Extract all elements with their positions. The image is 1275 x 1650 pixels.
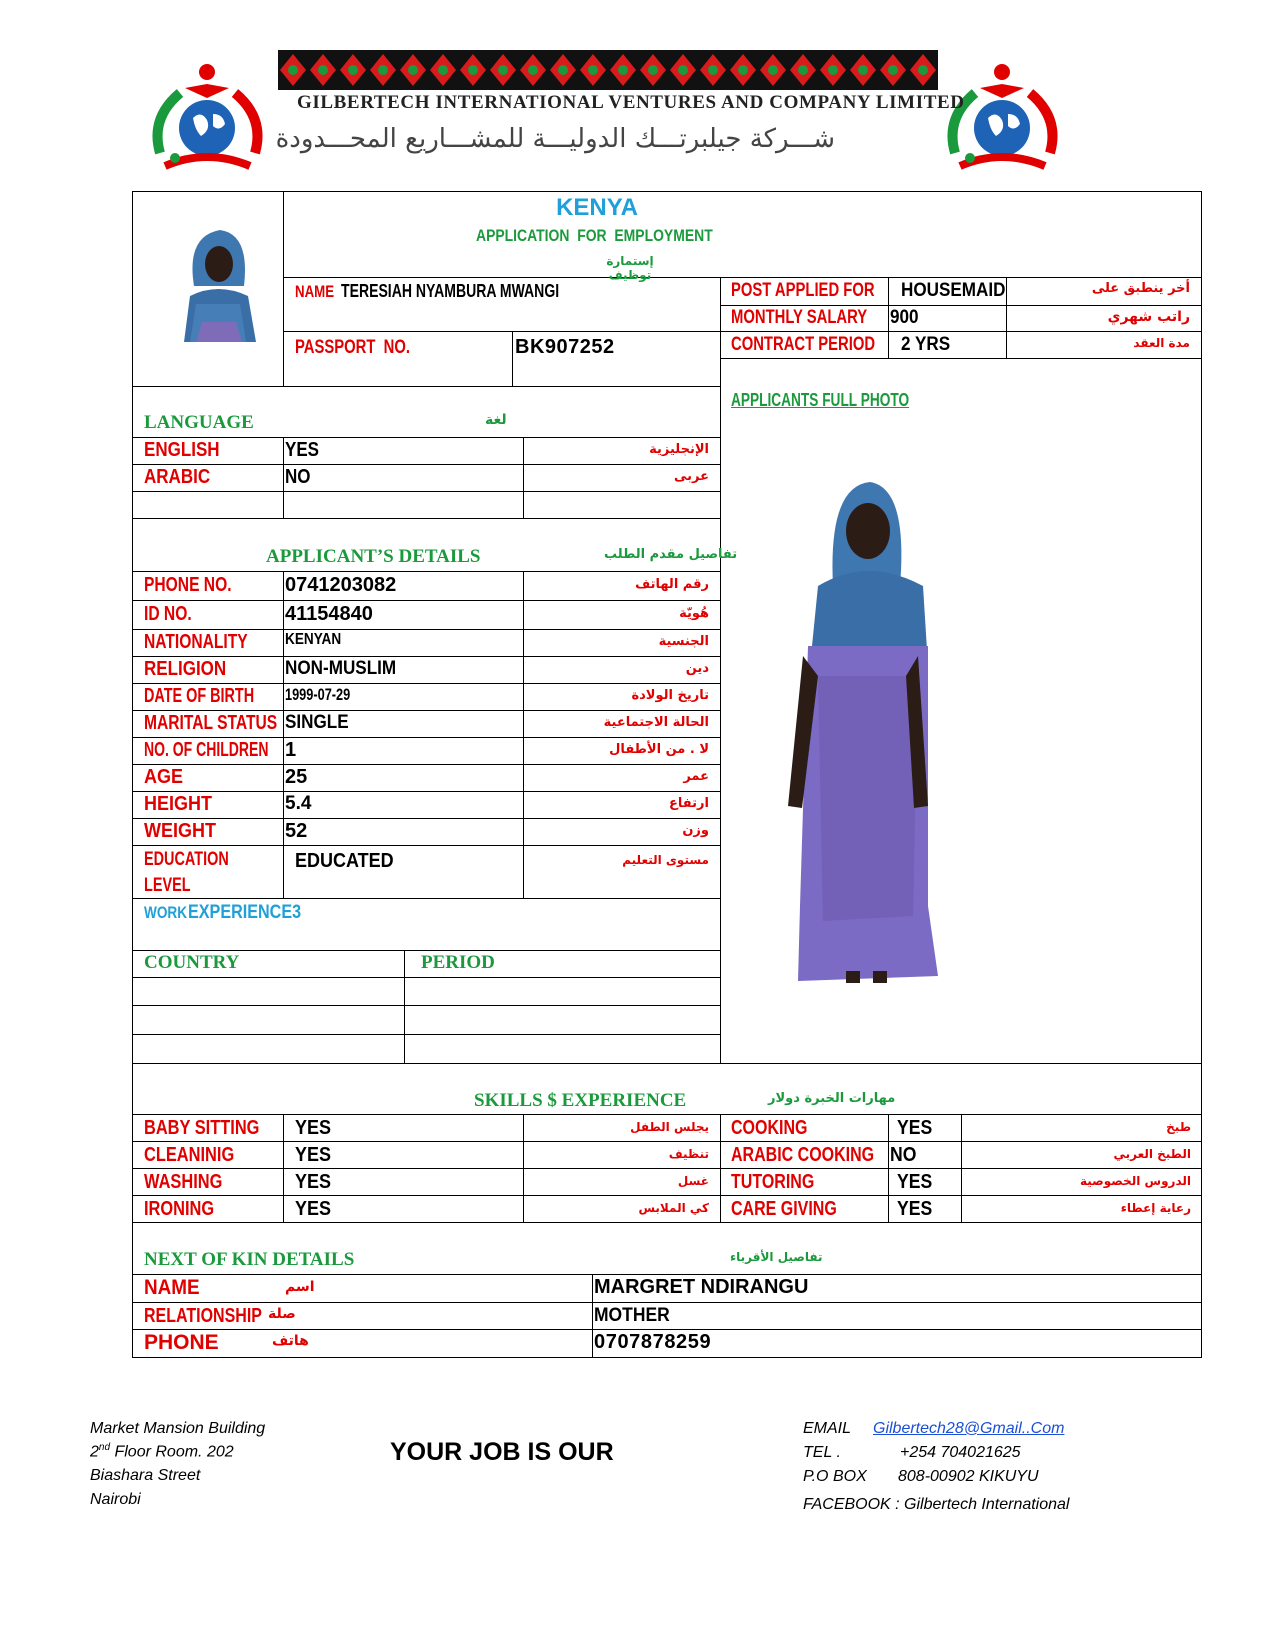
pattern-dot (828, 65, 838, 75)
address-line-2 (90, 1442, 234, 1461)
skill-value: YES (295, 1198, 332, 1220)
skill-value: YES (295, 1144, 332, 1166)
company-name-en: GILBERTECH INTERNATIONAL VENTURES AND COMPANY LIMITED (297, 92, 965, 113)
skill-label: WASHING (144, 1171, 223, 1193)
language-value: YES (285, 439, 320, 461)
pattern-dot (438, 65, 448, 75)
pattern-dot (738, 65, 748, 75)
monthly-salary-ar: راتب شهري (1107, 309, 1190, 325)
pattern-dot (678, 65, 688, 75)
address-floor-room: Floor Room. 202 (110, 1443, 234, 1461)
monthly-salary-value: 900 (890, 307, 919, 328)
email-label: EMAIL (803, 1420, 852, 1437)
full-photo-label: APPLICANTS FULL PHOTO (731, 390, 910, 410)
address-line-4: Nairobi (90, 1491, 141, 1508)
pattern-dot (288, 65, 298, 75)
kin-heading: NEXT OF KIN DETAILS (144, 1249, 355, 1270)
details-ar: عمر (683, 769, 709, 784)
contract-period-ar: مدة العقد (1133, 336, 1190, 350)
details-ar: رقم الهاتف (635, 577, 709, 592)
address-line-3: Biashara Street (90, 1467, 201, 1484)
skill-ar: كي الملابس (638, 1201, 709, 1215)
work-heading (144, 902, 321, 924)
details-ar: ارتفاع (669, 796, 709, 811)
work-heading-b: EXPERIENCE3 (188, 902, 302, 923)
email-link[interactable]: Gilbertech28@Gmail..Com (873, 1420, 1065, 1437)
pobox-value: 808-00902 KIKUYU (898, 1468, 1039, 1485)
applicant-portrait-photo (176, 226, 260, 342)
skill-label: CLEANINIG (144, 1144, 235, 1166)
details-ar: الجنسية (658, 634, 709, 649)
pattern-dot (498, 65, 508, 75)
education-value: EDUCATED (295, 850, 394, 872)
post-applied-label: POST APPLIED FOR (731, 280, 875, 301)
form-title-ar: إستمارة توظيف (606, 254, 654, 282)
pattern-dot (588, 65, 598, 75)
kin-label-ar: اسم (285, 1279, 315, 1295)
details-label: MARITAL STATUS (144, 712, 278, 734)
education-label-2: LEVEL (144, 875, 191, 896)
tel-label: TEL . (803, 1444, 841, 1461)
facebook-text: FACEBOOK : Gilbertech International (803, 1496, 1070, 1513)
details-ar: هُويّة (679, 606, 709, 621)
details-label: PHONE NO. (144, 574, 232, 596)
skills-heading: SKILLS $ EXPERIENCE (474, 1090, 687, 1111)
details-value: 52 (285, 820, 308, 842)
kin-value: 0707878259 (594, 1331, 712, 1353)
kin-heading-ar: تفاصيل الأقرباء (730, 1250, 823, 1264)
language-value: NO (285, 466, 311, 488)
pattern-dot (918, 65, 928, 75)
skill-value: YES (897, 1171, 933, 1193)
pattern-dot (888, 65, 898, 75)
details-ar: تاريخ الولادة (631, 688, 709, 703)
details-label: AGE (144, 766, 184, 788)
details-value: 0741203082 (285, 574, 397, 596)
pattern-dot (558, 65, 568, 75)
pattern-dot (528, 65, 538, 75)
pobox-label: P.O BOX (803, 1468, 867, 1485)
pattern-dot (468, 65, 478, 75)
details-value: 1999-07-29 (285, 685, 351, 704)
kin-label: RELATIONSHIP (144, 1305, 262, 1327)
details-ar: الحالة الاجتماعية (603, 715, 709, 730)
education-ar: مستوى التعليم (622, 853, 709, 867)
contract-period-label: CONTRACT PERIOD (731, 334, 876, 355)
name-label: NAME (295, 282, 335, 301)
details-ar: لا . من الأطفال (609, 742, 709, 757)
monthly-salary-label: MONTHLY SALARY (731, 307, 868, 328)
skill-ar: يجلس الطفل (630, 1120, 709, 1134)
post-applied-ar: أخر ينطبق على (1091, 281, 1190, 296)
decorative-pattern-band (278, 50, 938, 90)
details-label: ID NO. (144, 603, 192, 625)
pattern-dot (858, 65, 868, 75)
language-heading: LANGUAGE (144, 412, 254, 433)
details-label: HEIGHT (144, 793, 213, 815)
details-ar: وزن (682, 823, 709, 838)
passport-label: PASSPORT NO. (295, 337, 411, 358)
details-value: 5.4 (285, 793, 312, 814)
period-column-header: PERIOD (421, 952, 495, 973)
form-title: APPLICATION FOR EMPLOYMENT (476, 226, 713, 245)
details-value: SINGLE (285, 712, 349, 733)
skill-ar: طبخ (1166, 1120, 1191, 1134)
language-label: ARABIC (144, 466, 211, 488)
address-floor-suffix: nd (98, 1442, 111, 1453)
skills-heading-ar: مهارات الخبرة دولار (768, 1091, 896, 1106)
passport-value: BK907252 (515, 336, 615, 358)
skill-value: YES (295, 1171, 332, 1193)
kin-label-ar: صلة (268, 1306, 296, 1322)
skill-value: YES (897, 1117, 933, 1139)
details-value: KENYAN (285, 631, 342, 648)
skill-ar: رعاية إعطاء (1120, 1201, 1191, 1215)
skill-label: COOKING (731, 1117, 808, 1139)
footer-slogan: YOUR JOB IS OUR (390, 1438, 614, 1466)
skill-label: CARE GIVING (731, 1198, 837, 1220)
skill-ar: الدروس الخصوصية (1079, 1174, 1191, 1188)
kin-value: MOTHER (594, 1305, 670, 1326)
post-applied-value: HOUSEMAID (901, 280, 1006, 301)
pattern-dot (408, 65, 418, 75)
skill-value: YES (295, 1117, 332, 1139)
pattern-dot (708, 65, 718, 75)
language-ar: عربى (673, 469, 709, 484)
details-label: NATIONALITY (144, 631, 248, 653)
kin-label: NAME (144, 1276, 200, 1299)
skill-ar: تنظيف (668, 1147, 709, 1161)
details-heading-ar: تفاصيل مقدم الطلب (604, 547, 738, 562)
work-heading-a: WORK (144, 903, 188, 922)
education-label-1: EDUCATION (144, 849, 229, 870)
details-label: WEIGHT (144, 820, 216, 842)
kin-label: PHONE (144, 1331, 219, 1354)
pattern-dot (618, 65, 628, 75)
address-floor-number: 2 (90, 1443, 99, 1461)
contract-period-value: 2 YRS (901, 334, 951, 355)
details-value: 1 (285, 739, 297, 761)
skill-value: NO (890, 1144, 917, 1166)
country-title: KENYA (556, 194, 638, 221)
tel-value: +254 704021625 (900, 1444, 1021, 1461)
details-heading: APPLICANT’S DETAILS (266, 546, 481, 567)
details-label: DATE OF BIRTH (144, 685, 255, 707)
language-label: ENGLISH (144, 439, 220, 461)
details-label: NO. OF CHILDREN (144, 739, 269, 761)
details-label: RELIGION (144, 658, 227, 680)
skill-ar: غسل (677, 1174, 709, 1188)
logo-left (145, 58, 270, 173)
language-heading-ar: لغة (485, 412, 507, 428)
details-value: 41154840 (285, 603, 373, 625)
pattern-dot (768, 65, 778, 75)
pattern-dot (798, 65, 808, 75)
company-name-ar: شـــركة جيلبرتـــك الدوليـــة للمشـــاريع المحـــدودة (275, 124, 835, 154)
skill-value: YES (897, 1198, 933, 1220)
details-value: 25 (285, 766, 308, 788)
language-ar: الإنجليزية (649, 442, 709, 457)
applicant-full-photo (778, 476, 938, 986)
address-line-1: Market Mansion Building (90, 1420, 266, 1437)
pattern-dot (378, 65, 388, 75)
logo-right (940, 58, 1065, 173)
skill-ar: الطبخ العربي (1113, 1147, 1191, 1161)
details-value: NON-MUSLIM (285, 658, 397, 679)
pattern-dot (648, 65, 658, 75)
skill-label: BABY SITTING (144, 1117, 260, 1139)
kin-label-ar: هاتف (272, 1333, 309, 1349)
kin-value: MARGRET NDIRANGU (594, 1276, 809, 1298)
details-ar: دين (685, 661, 709, 676)
pattern-dot (348, 65, 358, 75)
skill-label: TUTORING (731, 1171, 815, 1193)
country-column-header: COUNTRY (144, 952, 240, 973)
skill-label: IRONING (144, 1198, 215, 1220)
pattern-dot (318, 65, 328, 75)
skill-label: ARABIC COOKING (731, 1144, 875, 1166)
name-value: TERESIAH NYAMBURA MWANGI (341, 281, 560, 301)
